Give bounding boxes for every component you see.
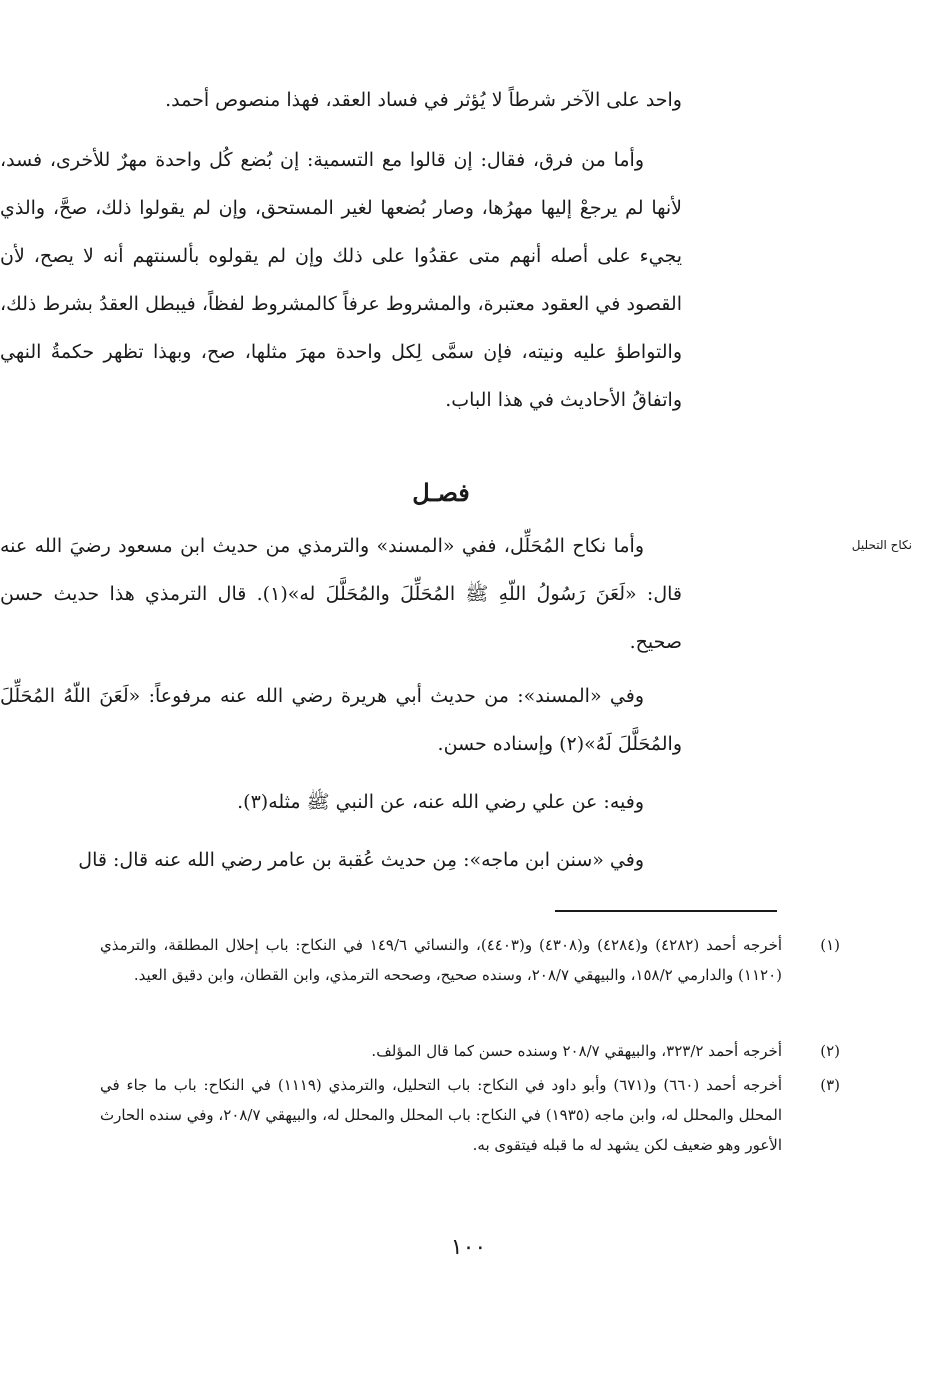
paragraph-continuation: واحد على الآخر شرطاً لا يُؤثر في فساد العقد، فهذا منصوص أحمد. bbox=[165, 89, 682, 111]
paragraph-musnad: وفي «المسند»: من حديث أبي هريرة رضي الله عنه مرفوعاً: «لَعَنَ اللّهُ المُحَلِّلَ والمُحَلَّلَ لَهُ»(٢) وإسناده حسن. bbox=[0, 685, 682, 755]
footnote-separator bbox=[555, 910, 777, 912]
paragraph-ali: وفيه: عن علي رضي الله عنه، عن النبي ﷺ مثله(٣). bbox=[237, 791, 644, 813]
footnote bbox=[100, 1036, 840, 1066]
footnote-text: أخرجه أحمد (٦٦٠) و(٦٧١) وأبو داود في النكاح: باب التحليل، والترمذي (١١١٩) في النكاح: باب ما جاء في المحلل والمحلل له، وابن ماجه (١٩٣٥) في النكاح: باب المحلل والمحلل له، والبيهقي ٢٠٨/٧، وفي سنده الحارث الأعور وهو ضعيف لكن يشهد له ما قبله فيتقوى به. bbox=[100, 1076, 783, 1154]
footnote-number: (١) bbox=[820, 936, 840, 954]
section-heading: فصـل bbox=[412, 478, 470, 507]
footnote-text: أخرجه أحمد (٤٢٨٢) و(٤٢٨٤) و(٤٣٠٨) و(٤٤٠٣)، والنسائي ١٤٩/٦ في النكاح: باب إحلال المطلقة، والترمذي (١١٢٠) والدارمي ١٥٨/٢، والبيهقي ٢٠٨/٧، وسنده صحيح، وصححه الترمذي، وابن القطان، وابن دقيق العيد. bbox=[100, 936, 783, 984]
margin-note: نكاح التحليل bbox=[851, 538, 912, 552]
paragraph-difference: وأما من فرق، فقال: إن قالوا مع التسمية: إن بُضع كُل واحدة مهرٌ للأخرى، فسد، لأنها لم يرجعْ إليها مهرُها، وصار بُضعها لغير المستحق، وإن لم يقولوا ذلك، صحَّ، والذي يجيء على أصله أنهم متى عقدُوا على ذلك وإن لم يقولوه بألسنتهم أنه لا يصح، لأن القصود في العقود معتبرة، والمشروط عرفاً كالمشروط لفظاً، فيبطل العقدُ بشرط ذلك، والتواطؤ عليه ونيته، فإن سمَّى لِكل واحدة مهرَ مثلها، صح، وبهذا تظهر حكمةُ النهي واتفاقُ الأحاديث في هذا الباب. bbox=[0, 149, 682, 411]
paragraph-ibn-majah: وفي «سنن ابن ماجه»: مِن حديث عُقبة بن عامر رضي الله عنه قال: قال bbox=[78, 849, 644, 871]
footnote-number: (٣) bbox=[820, 1076, 840, 1094]
paragraph-muhallil: وأما نكاح المُحَلِّل، ففي «المسند» والترمذي من حديث ابن مسعود رضيَ الله عنه قال: «لَعَنَ رَسُولُ اللّهِ ﷺ المُحَلِّلَ والمُحَلَّلَ له»(١). قال الترمذي هذا حديث حسن صحيح. bbox=[0, 535, 682, 653]
footnote-number: (٢) bbox=[820, 1042, 840, 1060]
footnote-text: أخرجه أحمد ٣٢٣/٢، والبيهقي ٢٠٨/٧ وسنده حسن كما قال المؤلف. bbox=[371, 1042, 782, 1060]
footnote bbox=[100, 1070, 840, 1160]
page-number: ١٠٠ bbox=[450, 1235, 487, 1260]
footnote bbox=[100, 930, 840, 990]
